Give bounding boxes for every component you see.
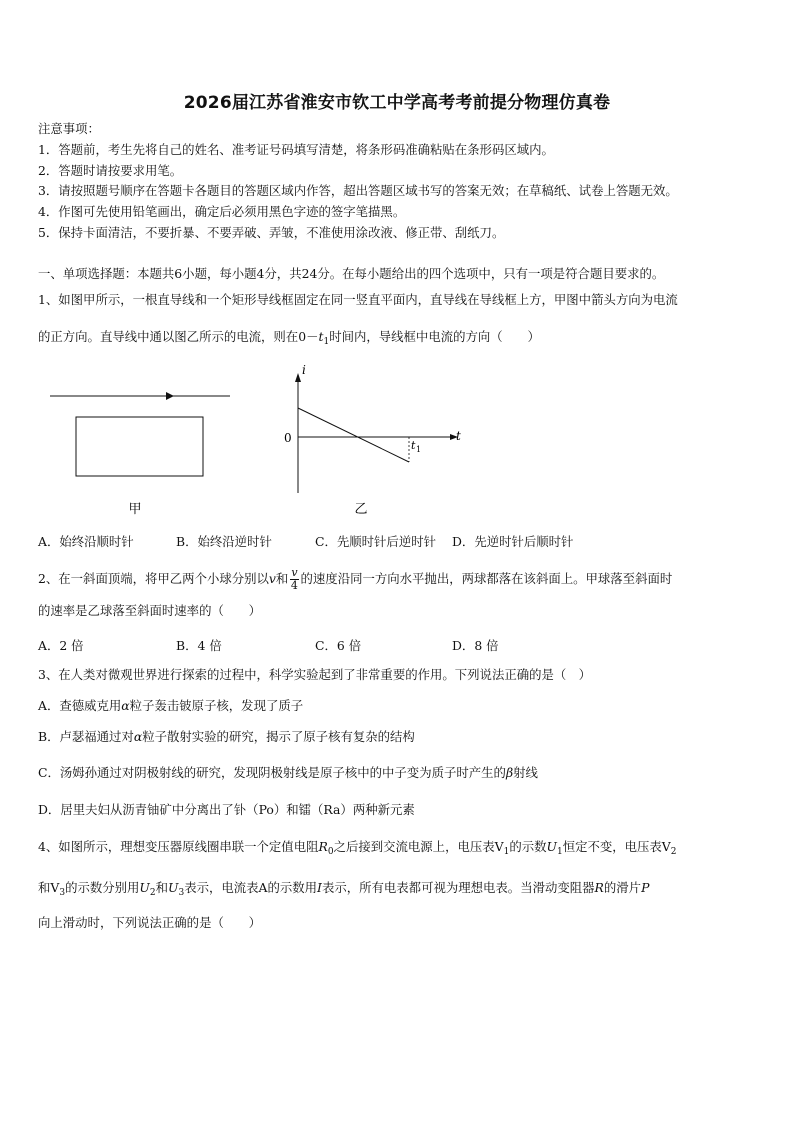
q3-stem: 3、在人类对微观世界进行探索的过程中，科学实验起到了非常重要的作用。下列说法正确的是（ ） — [38, 667, 592, 682]
i-axis-label: i — [302, 363, 306, 377]
v-over-4-fraction: $\frac{v}{4}$ — [290, 566, 298, 592]
q2-stem-line2: 的速率是乙球落至斜面时速率的（ ） — [38, 603, 262, 618]
q2-option-a[interactable]: A．2 倍 — [38, 638, 84, 653]
q2-option-b[interactable]: B．4 倍 — [176, 638, 222, 653]
section-heading: 一、单项选择题：本题共6小题，每小题4分，共24分。在每小题给出的四个选项中，只有一项是符合题目要求的。 — [38, 266, 665, 281]
q3-option-b[interactable]: B．卢瑟福通过对α粒子散射实验的研究，揭示了原子核有复杂的结构 — [38, 729, 415, 744]
q3-option-c[interactable]: C．汤姆孙通过对阴极射线的研究，发现阴极射线是原子核中的中子变为质子时产生的β射线 — [38, 765, 538, 780]
q1-stem-line1: 1、如图甲所示，一根直导线和一个矩形导线框固定在同一竖直平面内，直导线在导线框上方，甲图中箭头方向为电流 — [38, 292, 678, 307]
note-item: 2．答题时请按要求用笔。 — [38, 163, 183, 178]
t1-sub: 1 — [416, 445, 422, 454]
figure-jia — [50, 392, 230, 476]
figure-yi — [295, 373, 458, 493]
q2-option-d[interactable]: D．8 倍 — [452, 638, 499, 653]
q2-option-c[interactable]: C．6 倍 — [315, 638, 362, 653]
q1-option-b[interactable]: B．始终沿逆时针 — [176, 534, 272, 549]
note-item: 1．答题前，考生先将自己的姓名、准考证号码填写清楚，将条形码准确粘贴在条形码区域内。 — [38, 142, 554, 157]
origin-label: 0 — [284, 431, 292, 445]
q4-stem-line2: 和$V_3$的示数分别用$U_2$和$U_3$表示，电流表A的示数用I表示，所有电表都可视为理想电表。当滑动变阻器R的滑片P — [38, 880, 650, 898]
note-item: 4．作图可先使用铅笔画出，确定后必须用黑色字迹的签字笔描黑。 — [38, 204, 406, 219]
figure-yi-label: 乙 — [354, 502, 368, 517]
q4-stem-line3: 向上滑动时，下列说法正确的是（ ） — [38, 915, 262, 930]
q1-figures — [40, 360, 500, 520]
q1-option-c[interactable]: C．先顺时针后逆时针 — [315, 534, 436, 549]
exam-title: 2026届江苏省淮安市钦工中学高考考前提分物理仿真卷 — [183, 93, 611, 113]
t1-label: t — [411, 439, 416, 452]
current-arrow-icon — [166, 392, 174, 400]
notes-heading: 注意事项： — [38, 121, 100, 136]
t-axis-label: t — [456, 429, 461, 443]
q1-stem-line2: 的正方向。直导线中通以图乙所示的电流，则在$0-t_1$时间内，导线框中电流的方向（ ） — [38, 329, 540, 347]
q4-stem-line1: 4、如图所示，理想变压器原线圈串联一个定值电阻$R_0$之后接到交流电源上，电压表$V_1$的示数$U_1$恒定不变，电压表$V_2$ — [38, 839, 677, 857]
q1-option-a[interactable]: A．始终沿顺时针 — [38, 534, 134, 549]
current-graph-line — [298, 408, 409, 462]
q1-option-d[interactable]: D．先逆时针后顺时针 — [452, 534, 574, 549]
q2-stem-line1: 2、在一斜面顶端，将甲乙两个小球分别以v和 $\frac{v}{4}$ 的速度沿同一方向水平抛出，两球都落在该斜面上。甲球落至斜面时 — [38, 566, 673, 592]
rectangular-loop — [76, 417, 203, 476]
note-item: 3．请按照题号顺序在答题卡各题目的答题区域内作答，超出答题区域书写的答案无效；在草稿纸、试卷上答题无效。 — [38, 183, 678, 198]
q3-option-d[interactable]: D．居里夫妇从沥青铀矿中分离出了钋（Po）和镭（Ra）两种新元素 — [38, 802, 415, 817]
figure-jia-label: 甲 — [128, 502, 142, 517]
note-item: 5．保持卡面清洁，不要折暴、不要弄破、弄皱，不准使用涂改液、修正带、刮纸刀。 — [38, 225, 505, 240]
q3-option-a[interactable]: A．查德威克用α粒子轰击铍原子核，发现了质子 — [38, 698, 304, 713]
i-axis-arrow-icon — [295, 373, 301, 382]
